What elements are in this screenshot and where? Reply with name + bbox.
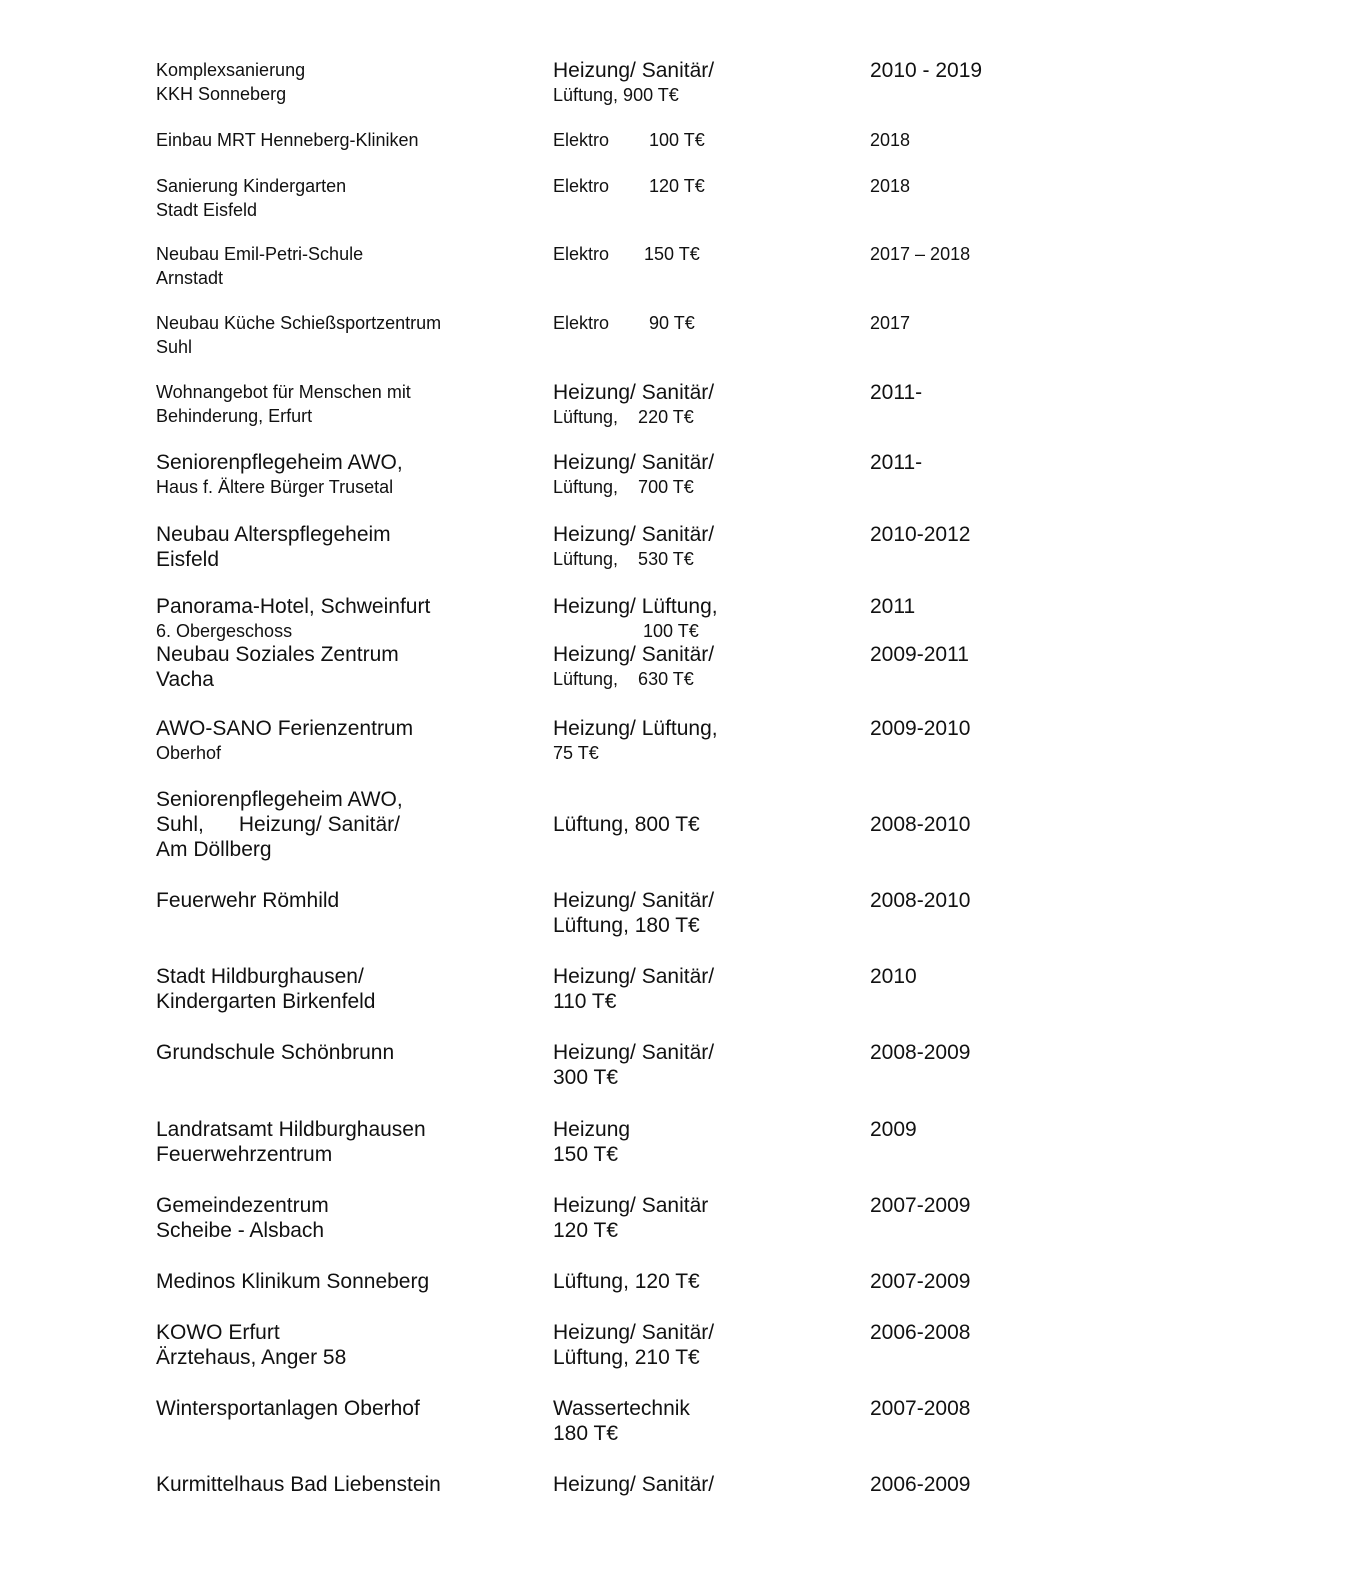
scope-cell-line: Lüftung, 900 T€ xyxy=(553,85,679,105)
period-cell-line: 2011- xyxy=(870,451,923,474)
scope-cell-line: Heizung xyxy=(553,1118,631,1141)
project-cell-line: Panorama-Hotel, Schweinfurt xyxy=(156,595,431,618)
scope-cell-line: Heizung/ Sanitär/ xyxy=(553,451,715,474)
period-cell xyxy=(870,450,1170,475)
project-cell-line: Kurmittelhaus Bad Liebenstein xyxy=(156,1473,441,1496)
project-cell-line: Sanierung Kindergarten xyxy=(156,176,347,196)
period-cell xyxy=(870,242,1170,266)
period-cell xyxy=(870,1396,1170,1421)
project-cell-line: KKH Sonneberg xyxy=(156,84,287,104)
scope-cell xyxy=(553,311,853,335)
period-cell-line: 2006-2008 xyxy=(870,1321,971,1344)
project-cell-line: Neubau Emil-Petri-Schule xyxy=(156,244,364,264)
period-cell-line: 2007-2008 xyxy=(870,1397,971,1420)
scope-cell-line: Heizung/ Sanitär/ xyxy=(553,1041,715,1064)
scope-cell-line: 150 T€ xyxy=(553,1143,618,1166)
project-cell-line: 6. Obergeschoss xyxy=(156,621,293,641)
project-cell-line: Neubau Küche Schießsportzentrum xyxy=(156,313,442,333)
scope-cell xyxy=(553,380,853,429)
scope-cell xyxy=(553,787,853,837)
scope-cell-line: Lüftung, 700 T€ xyxy=(553,477,694,497)
scope-cell xyxy=(553,964,853,1014)
period-cell xyxy=(870,1269,1170,1294)
scope-cell xyxy=(553,1193,853,1243)
project-cell-line: Suhl, Heizung/ Sanitär/ xyxy=(156,813,400,836)
scope-cell-line: Heizung/ Sanitär/ xyxy=(553,965,715,988)
project-cell xyxy=(156,594,536,643)
project-cell-line: Stadt Hildburghausen/ xyxy=(156,965,364,988)
project-cell-line: Scheibe - Alsbach xyxy=(156,1219,325,1242)
period-cell-line: 2011 xyxy=(870,595,916,618)
project-cell xyxy=(156,642,536,692)
project-cell xyxy=(156,1193,536,1243)
scope-cell-line: Heizung/ Sanitär/ xyxy=(553,59,715,82)
scope-cell xyxy=(553,1269,853,1294)
scope-cell-line: Lüftung, 800 T€ xyxy=(553,813,700,836)
project-cell xyxy=(156,58,536,106)
scope-cell-line: Elektro 120 T€ xyxy=(553,176,705,196)
scope-cell xyxy=(553,888,853,938)
project-cell-line: Haus f. Ältere Bürger Trusetal xyxy=(156,477,394,497)
project-cell xyxy=(156,174,536,222)
scope-cell-line: 300 T€ xyxy=(553,1066,618,1089)
period-cell xyxy=(870,1472,1170,1497)
project-cell-line: Arnstadt xyxy=(156,268,224,288)
period-cell xyxy=(870,311,1170,335)
project-cell-line: Neubau Soziales Zentrum xyxy=(156,643,399,666)
scope-cell-line: Lüftung, 120 T€ xyxy=(553,1270,700,1293)
period-cell xyxy=(870,174,1170,198)
project-cell xyxy=(156,522,536,572)
project-cell xyxy=(156,1472,536,1497)
period-cell xyxy=(870,888,1170,913)
period-cell-line: 2017 – 2018 xyxy=(870,244,971,264)
scope-cell xyxy=(553,522,853,571)
scope-cell-line: Heizung/ Sanitär/ xyxy=(553,1473,715,1496)
project-cell xyxy=(156,1269,536,1294)
project-cell-line: Eisfeld xyxy=(156,548,220,571)
scope-cell xyxy=(553,58,853,107)
project-cell xyxy=(156,1040,536,1065)
project-cell xyxy=(156,128,536,152)
period-cell-line: 2008-2009 xyxy=(870,1041,971,1064)
period-cell xyxy=(870,964,1170,989)
period-cell xyxy=(870,1117,1170,1142)
project-cell xyxy=(156,787,536,862)
scope-cell-line: Heizung/ Sanitär/ xyxy=(553,381,715,404)
scope-cell xyxy=(553,450,853,499)
period-cell xyxy=(870,1193,1170,1218)
scope-cell-line: Lüftung, 210 T€ xyxy=(553,1346,700,1369)
scope-cell xyxy=(553,1320,853,1370)
scope-cell-line: Heizung/ Sanitär/ xyxy=(553,643,715,666)
scope-cell-line: 100 T€ xyxy=(553,621,699,641)
period-cell-line: 2018 xyxy=(870,130,911,150)
scope-cell-line: 120 T€ xyxy=(553,1219,618,1242)
period-cell-line: 2007-2009 xyxy=(870,1194,971,1217)
period-cell-line xyxy=(870,787,1170,812)
scope-cell-line: 75 T€ xyxy=(553,743,599,763)
project-cell-line: Einbau MRT Henneberg-Kliniken xyxy=(156,130,419,150)
period-cell-line: 2009 xyxy=(870,1118,917,1141)
project-cell-line: Neubau Alterspflegeheim xyxy=(156,523,391,546)
project-cell-line: Gemeindezentrum xyxy=(156,1194,329,1217)
scope-cell-line: 180 T€ xyxy=(553,1422,618,1445)
scope-cell xyxy=(553,1396,853,1446)
period-cell-line: 2008-2010 xyxy=(870,813,971,836)
period-cell-line: 2018 xyxy=(870,176,911,196)
scope-cell-line: Lüftung, 220 T€ xyxy=(553,407,694,427)
period-cell xyxy=(870,128,1170,152)
scope-cell-line: Elektro 100 T€ xyxy=(553,130,705,150)
project-cell-line: Am Döllberg xyxy=(156,838,272,861)
scope-cell xyxy=(553,128,853,152)
project-cell-line: Wohnangebot für Menschen mit xyxy=(156,382,411,402)
period-cell xyxy=(870,787,1170,837)
period-cell-line: 2010 - 2019 xyxy=(870,59,983,82)
scope-cell xyxy=(553,174,853,198)
project-cell xyxy=(156,888,536,913)
period-cell-line: 2010-2012 xyxy=(870,523,971,546)
period-cell-line: 2011- xyxy=(870,381,923,404)
period-cell xyxy=(870,380,1170,405)
scope-cell-line: Elektro 90 T€ xyxy=(553,313,695,333)
scope-cell-line: Elektro 150 T€ xyxy=(553,244,700,264)
period-cell xyxy=(870,522,1170,547)
project-cell xyxy=(156,964,536,1014)
period-cell-line: 2007-2009 xyxy=(870,1270,971,1293)
project-cell xyxy=(156,242,536,290)
project-cell-line: Seniorenpflegeheim AWO, xyxy=(156,788,403,811)
scope-cell-line: 110 T€ xyxy=(553,990,617,1013)
project-cell-line: Kindergarten Birkenfeld xyxy=(156,990,376,1013)
scope-cell-line: Lüftung, 530 T€ xyxy=(553,549,694,569)
period-cell-line: 2009-2010 xyxy=(870,717,971,740)
project-cell xyxy=(156,1320,536,1370)
period-cell xyxy=(870,1320,1170,1345)
scope-cell-line: Heizung/ Sanitär/ xyxy=(553,523,715,546)
project-cell-line: Komplexsanierung xyxy=(156,60,306,80)
period-cell xyxy=(870,642,1170,667)
project-cell xyxy=(156,1117,536,1167)
period-cell xyxy=(870,594,1170,619)
project-cell-line: Medinos Klinikum Sonneberg xyxy=(156,1270,430,1293)
scope-cell xyxy=(553,642,853,691)
project-cell-line: Suhl xyxy=(156,337,193,357)
project-cell xyxy=(156,716,536,765)
project-cell-line: KOWO Erfurt xyxy=(156,1321,280,1344)
period-cell xyxy=(870,716,1170,741)
scope-cell xyxy=(553,1040,853,1090)
project-cell-line: Feuerwehr Römhild xyxy=(156,889,340,912)
project-cell-line: Ärztehaus, Anger 58 xyxy=(156,1346,347,1369)
project-cell-line: Grundschule Schönbrunn xyxy=(156,1041,395,1064)
project-cell-line: Behinderung, Erfurt xyxy=(156,406,313,426)
project-cell xyxy=(156,450,536,499)
project-cell-line: Seniorenpflegeheim AWO, xyxy=(156,451,403,474)
project-cell xyxy=(156,380,536,428)
scope-cell xyxy=(553,716,853,765)
scope-cell-line: Lüftung, 180 T€ xyxy=(553,914,700,937)
scope-cell xyxy=(553,1117,853,1167)
scope-cell-line: Heizung/ Sanitär/ xyxy=(553,889,715,912)
scope-cell-line xyxy=(553,787,853,812)
period-cell-line: 2006-2009 xyxy=(870,1473,971,1496)
project-cell-line: Vacha xyxy=(156,668,214,691)
scope-cell-line: Wassertechnik xyxy=(553,1397,690,1420)
project-cell-line: Feuerwehrzentrum xyxy=(156,1143,333,1166)
scope-cell-line: Heizung/ Sanitär xyxy=(553,1194,709,1217)
scope-cell-line: Lüftung, 630 T€ xyxy=(553,669,694,689)
project-cell-line: Oberhof xyxy=(156,743,222,763)
project-cell-line: Landratsamt Hildburghausen xyxy=(156,1118,426,1141)
scope-cell xyxy=(553,594,853,643)
period-cell-line: 2010 xyxy=(870,965,917,988)
project-cell xyxy=(156,311,536,359)
period-cell-line: 2008-2010 xyxy=(870,889,971,912)
scope-cell-line: Heizung/ Lüftung, xyxy=(553,595,718,618)
scope-cell-line: Heizung/ Sanitär/ xyxy=(553,1321,715,1344)
scope-cell xyxy=(553,1472,853,1497)
scope-cell-line: Heizung/ Lüftung, xyxy=(553,717,718,740)
period-cell-line: 2017 xyxy=(870,313,911,333)
project-cell xyxy=(156,1396,536,1421)
period-cell-line: 2009-2011 xyxy=(870,643,969,666)
project-cell-line: Wintersportanlagen Oberhof xyxy=(156,1397,420,1420)
project-cell-line: Stadt Eisfeld xyxy=(156,200,258,220)
period-cell xyxy=(870,1040,1170,1065)
scope-cell xyxy=(553,242,853,266)
period-cell xyxy=(870,58,1170,83)
project-cell-line: AWO-SANO Ferienzentrum xyxy=(156,717,414,740)
